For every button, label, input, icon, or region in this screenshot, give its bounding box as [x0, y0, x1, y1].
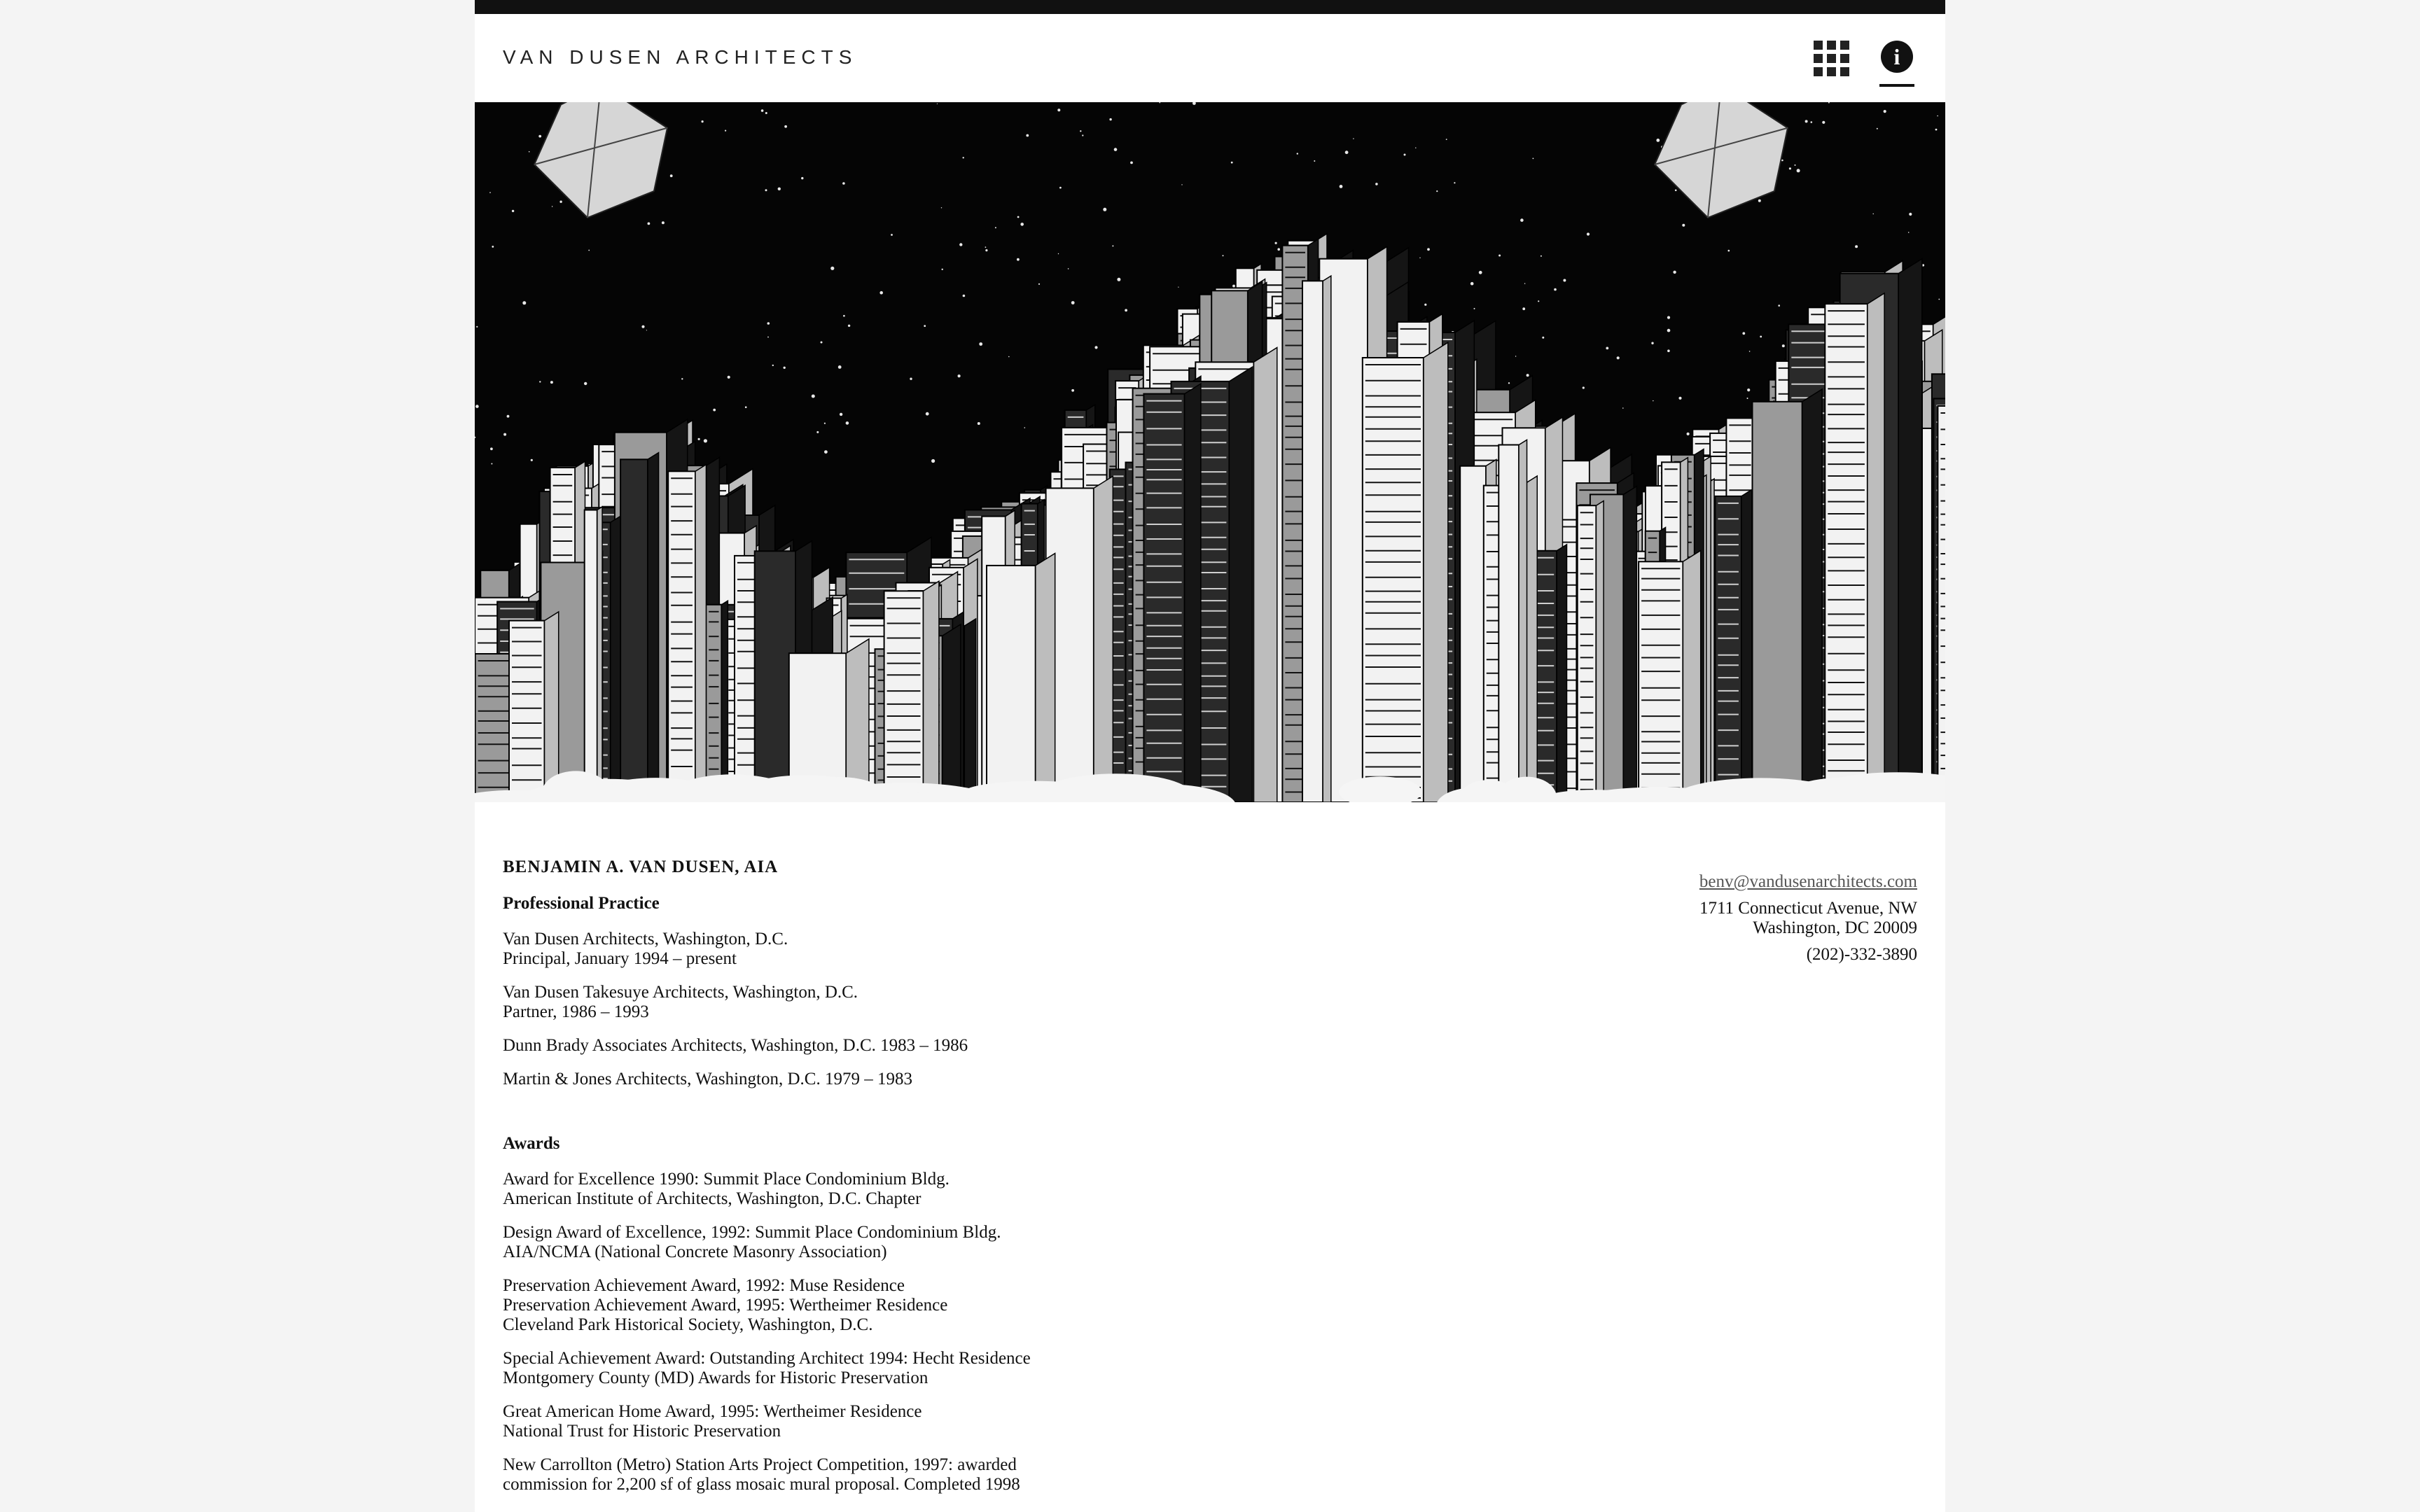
entry-line: Principal, January 1994 – present [503, 949, 737, 968]
award-entry [503, 1223, 1273, 1262]
entry-line: Design Award of Excellence, 1992: Summit Place Condominium Bldg. [503, 1223, 1001, 1242]
entry-line: National Trust for Historic Preservation [503, 1422, 781, 1441]
entry-line: Great American Home Award, 1995: Wertheimer Residence [503, 1402, 922, 1421]
top-bar [475, 0, 1945, 14]
award-entry [503, 1402, 1273, 1441]
info-icon: i [1881, 41, 1913, 73]
site-header [475, 14, 1945, 102]
phone-number: (202)-332-3890 [1806, 945, 1917, 964]
awards-heading: Awards [503, 1134, 560, 1153]
contact-block [1699, 872, 1917, 965]
entry-line: Partner, 1986 – 1993 [503, 1002, 649, 1021]
entry-line: Martin & Jones Architects, Washington, D.C. 1979 – 1983 [503, 1070, 912, 1088]
entry-line: Van Dusen Takesuye Architects, Washington, D.C. [503, 983, 858, 1002]
entry-line: Cleveland Park Historical Society, Washington, D.C. [503, 1315, 873, 1334]
person-name: BENJAMIN A. VAN DUSEN, AIA [503, 858, 779, 876]
award-entry [503, 1349, 1273, 1388]
page [475, 0, 1945, 1512]
architectural-city-drawing [475, 102, 1945, 802]
grid-icon-cell [1814, 41, 1823, 50]
info-button[interactable] [1879, 39, 1914, 88]
award-entry [503, 1170, 1273, 1209]
entry-line: Van Dusen Architects, Washington, D.C. [503, 930, 788, 948]
entry-line: Preservation Achievement Award, 1995: Wertheimer Residence [503, 1296, 948, 1315]
entry-line: Award for Excellence 1990: Summit Place Condominium Bldg. [503, 1170, 950, 1189]
practice-entry [503, 1036, 1273, 1056]
entry-line: AIA/NCMA (National Concrete Masonry Association) [503, 1242, 887, 1261]
email-link[interactable]: benv@vandusenarchitects.com [1699, 872, 1917, 891]
practice-heading: Professional Practice [503, 894, 660, 913]
hero-image [475, 102, 1945, 802]
grid-icon-cell [1814, 54, 1823, 63]
entry-line: Preservation Achievement Award, 1992: Muse Residence [503, 1276, 905, 1295]
entry-line: commission for 2,200 sf of glass mosaic mural proposal. Completed 1998 [503, 1475, 1020, 1494]
grid-icon-cell [1827, 67, 1836, 76]
practice-entry [503, 930, 1273, 969]
grid-icon-cell [1840, 54, 1849, 63]
address-line: Washington, DC 20009 [1753, 918, 1917, 937]
address-line: 1711 Connecticut Avenue, NW [1699, 899, 1917, 918]
practice-entry [503, 983, 1273, 1022]
entry-line: American Institute of Architects, Washington, D.C. Chapter [503, 1189, 922, 1208]
active-indicator [1879, 84, 1914, 87]
grid-icon-cell [1814, 67, 1823, 76]
grid-icon-cell [1840, 67, 1849, 76]
award-entry [503, 1455, 1273, 1494]
grid-icon-cell [1827, 54, 1836, 63]
grid-icon-cell [1840, 41, 1849, 50]
site-logo[interactable]: VAN DUSEN ARCHITECTS [503, 46, 858, 68]
grid-icon-cell [1827, 41, 1836, 50]
entry-line: New Carrollton (Metro) Station Arts Project Competition, 1997: awarded [503, 1455, 1017, 1474]
bio-section [503, 858, 1273, 1508]
practice-entry [503, 1070, 1273, 1089]
entry-line: Dunn Brady Associates Architects, Washington, D.C. 1983 – 1986 [503, 1036, 968, 1055]
grid-icon[interactable] [1814, 41, 1850, 77]
award-entry [503, 1276, 1273, 1335]
entry-line: Montgomery County (MD) Awards for Historic Preservation [503, 1368, 929, 1387]
address [1699, 899, 1917, 938]
spacer [503, 1103, 1273, 1134]
entry-line: Special Achievement Award: Outstanding Architect 1994: Hecht Residence [503, 1349, 1031, 1368]
